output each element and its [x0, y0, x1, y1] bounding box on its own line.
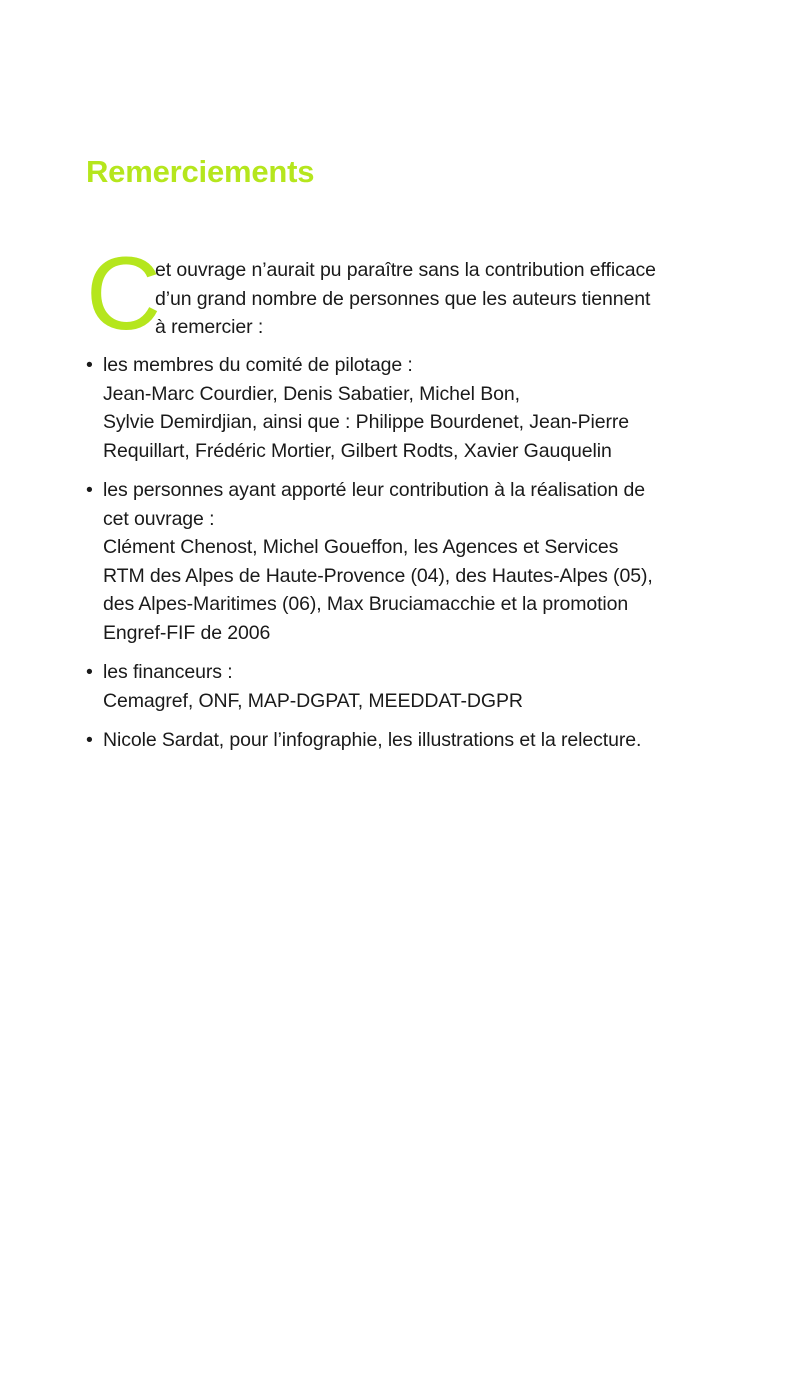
item-line: Cemagref, ONF, MAP-DGPAT, MEEDDAT-DGPR	[103, 689, 523, 712]
bullet-icon: •	[86, 354, 93, 376]
item-line: Engref-FIF de 2006	[103, 621, 271, 644]
intro-paragraph	[86, 236, 726, 352]
intro-line: d’un grand nombre de personnes que les auteurs tiennent	[155, 287, 651, 310]
drop-cap: C	[86, 236, 158, 352]
item-line: Clément Chenost, Michel Goueffon, les Agences et Services	[103, 536, 619, 558]
item-line: Sylvie Demirdjian, ainsi que : Philippe Bourdenet, Jean-Pierre	[103, 411, 629, 433]
item-line: cet ouvrage :	[103, 507, 215, 530]
intro-line: et ouvrage n’aurait pu paraître sans la contribution efficace	[155, 259, 656, 281]
acknowledgements-list	[86, 351, 746, 766]
intro-line: à remercier :	[155, 316, 264, 338]
intro-text	[155, 256, 726, 342]
list-item-contributors	[86, 476, 746, 647]
item-line: Requillart, Frédéric Mortier, Gilbert Rodts, Xavier Gauquelin	[103, 439, 612, 462]
item-line: Nicole Sardat, pour l’infographie, les illustrations et la relecture.	[103, 729, 642, 751]
bullet-icon: •	[86, 479, 93, 501]
page-title: Remerciements	[86, 154, 315, 189]
list-item-infography	[86, 726, 746, 755]
item-line: RTM des Alpes de Haute-Provence (04), des Hautes-Alpes (05),	[103, 564, 653, 587]
item-line: les personnes ayant apporté leur contribution à la réalisation de	[103, 479, 646, 501]
bullet-icon: •	[86, 661, 93, 683]
item-line: les membres du comité de pilotage :	[103, 354, 413, 376]
list-item-steering-committee	[86, 351, 746, 465]
item-line: Jean-Marc Courdier, Denis Sabatier, Michel Bon,	[103, 382, 520, 405]
list-item-funders	[86, 658, 746, 715]
bullet-icon: •	[86, 729, 93, 751]
item-line: des Alpes-Maritimes (06), Max Bruciamacchie et la promotion	[103, 593, 629, 615]
item-line: les financeurs :	[103, 661, 233, 683]
